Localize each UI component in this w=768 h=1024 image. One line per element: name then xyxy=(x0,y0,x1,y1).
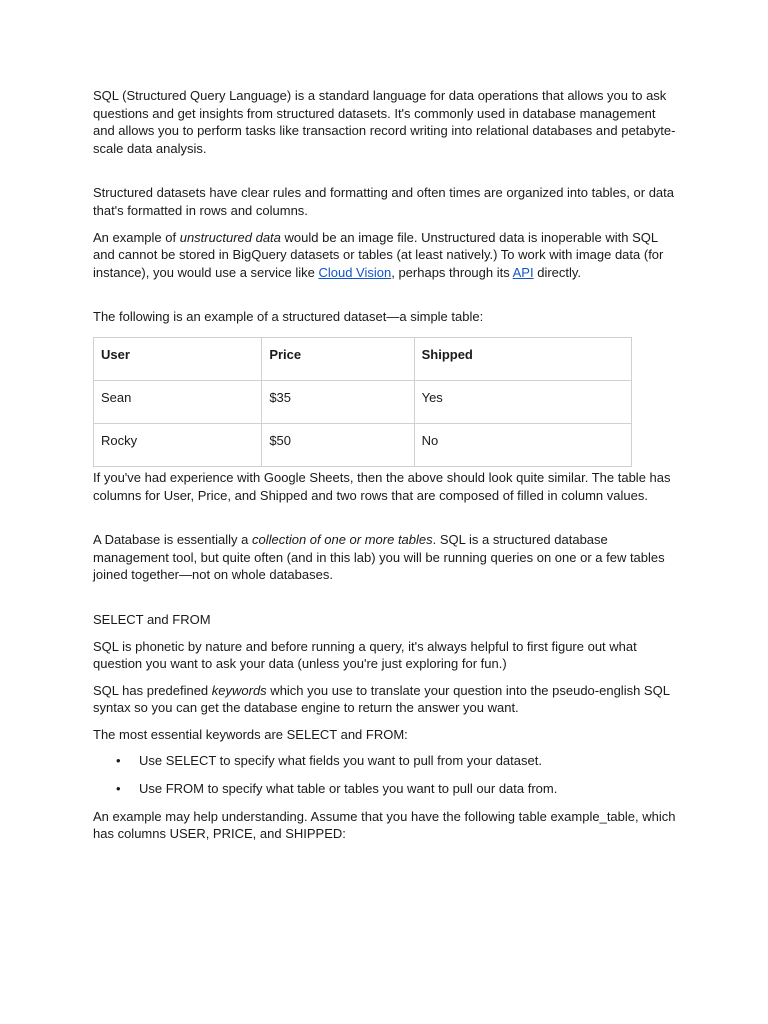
unstructured-data-emphasis: unstructured data xyxy=(179,229,281,245)
list-item: • Use FROM to specify what table or tables you want to pull our data from. xyxy=(139,780,678,798)
list-item: • Use SELECT to specify what fields you want to pull from your dataset. xyxy=(139,752,678,770)
api-link[interactable]: API xyxy=(512,264,534,280)
example-paragraph: An example may help understanding. Assume that you have the following table example_table, which has columns USER, PRICE, and SHIPPED: xyxy=(93,808,676,842)
keywords-list xyxy=(93,752,678,797)
keywords-paragraph: SQL has predefined keywords which you use to translate your question into the pseudo-english SQL syntax so you can get the database engine to return the answer you want. xyxy=(93,682,670,716)
table-cell: Rocky xyxy=(94,423,262,466)
table-cell: $50 xyxy=(262,423,414,466)
section-heading: SELECT and FROM xyxy=(93,611,211,627)
table-cell: No xyxy=(414,423,631,466)
sheets-comparison-paragraph: If you've had experience with Google Sheets, then the above should look quite similar. The table has columns for User, Price, and Shipped and two rows that are composed of filled in column values. xyxy=(93,469,671,503)
essential-keywords-paragraph: The most essential keywords are SELECT and FROM: xyxy=(93,726,408,742)
header-shipped: Shipped xyxy=(414,337,631,380)
structured-datasets-paragraph: Structured datasets have clear rules and formatting and often times are organized into tables, or data that's formatted in rows and columns. xyxy=(93,185,675,218)
table-cell: Yes xyxy=(414,380,631,423)
table-cell: $35 xyxy=(262,380,414,423)
collection-emphasis: collection of one or more tables xyxy=(251,532,433,548)
table-row xyxy=(94,380,632,423)
table-cell: Sean xyxy=(94,380,262,423)
intro-paragraph: SQL (Structured Query Language) is a standard language for data operations that allows you to ask questions and get insights from structured datasets. It's commonly used in database management and allows you to perform tasks like transaction record writing into relational databases and petabyte-scale data analysis. xyxy=(93,88,676,156)
phonetic-paragraph: SQL is phonetic by nature and before running a query, it's always helpful to first figure out what question you want to ask your data (unless you're just exploring for fun.) xyxy=(93,638,637,672)
unstructured-data-paragraph: An example of unstructured data would be an image file. Unstructured data is inoperable with SQL and cannot be stored in BigQuery datasets or tables (at least natively.) To work with image data (for instance), you would use a service like Cloud Vision, perhaps through its API directly. xyxy=(93,229,664,280)
keywords-emphasis: keywords xyxy=(211,682,267,698)
cloud-vision-link[interactable]: Cloud Vision xyxy=(318,264,392,280)
table-intro-paragraph: The following is an example of a structured dataset—a simple table: xyxy=(93,309,484,325)
table-header-row xyxy=(94,337,632,380)
example-table xyxy=(93,337,632,467)
header-user: User xyxy=(94,337,262,380)
table-row xyxy=(94,423,632,466)
database-paragraph: A Database is essentially a collection of one or more tables. SQL is a structured database management tool, but quite often (and in this lab) you will be running queries on one or a few tables joined together—not on whole databases. xyxy=(93,532,665,583)
document-body xyxy=(93,87,678,843)
header-price: Price xyxy=(262,337,414,380)
